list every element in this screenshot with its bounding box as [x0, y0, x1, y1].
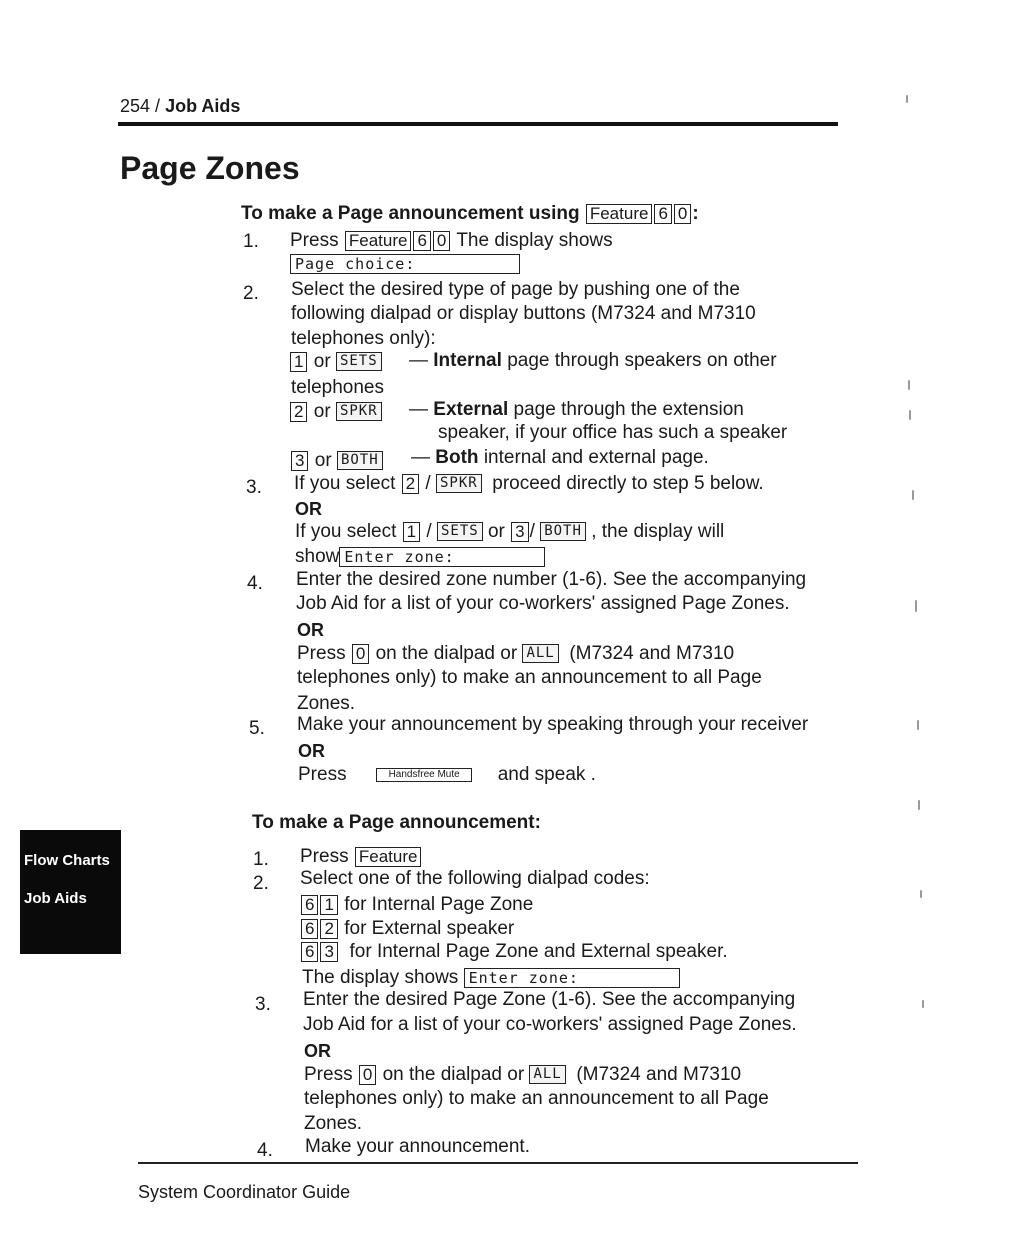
- key-1: 1: [320, 895, 337, 915]
- s2-step1-num: 1.: [253, 849, 269, 870]
- page-title: Page Zones: [120, 150, 300, 186]
- option-both: 3 or BOTH: [290, 449, 383, 473]
- key-0: 0: [433, 231, 450, 251]
- or-label: OR: [297, 620, 324, 640]
- scan-speck: [915, 600, 917, 612]
- key-6: 6: [301, 942, 318, 962]
- s1-step3-line3: show Enter zone:: [295, 545, 545, 569]
- s1-step1-text: Press Feature 6 0 The display shows: [290, 230, 613, 251]
- s1-step2-line1: Select the desired type of page by pushing one of the: [291, 279, 740, 300]
- section-tab: [20, 830, 121, 954]
- all-display-key: ALL: [529, 1065, 565, 1084]
- section1-heading: To make a Page announcement using Feature 6 0 :: [241, 203, 699, 224]
- running-header: [120, 96, 240, 117]
- s1-step4-line5: Zones.: [297, 693, 356, 714]
- key-3: 3: [511, 522, 528, 542]
- s1-step5-num: 5.: [249, 718, 265, 739]
- code-internal: 6 1 for Internal Page Zone: [300, 893, 533, 917]
- feature-key: Feature: [345, 231, 412, 251]
- s1-step2-line2: following dialpad or display buttons (M7324 and M7310: [291, 303, 756, 324]
- footer-title: System Coordinator Guide: [138, 1182, 351, 1202]
- s2-step3-num: 3.: [255, 994, 271, 1015]
- scan-speck: [918, 800, 920, 810]
- display-readout: Enter zone:: [464, 968, 680, 988]
- s2-step3-line1: Enter the desired Page Zone (1-6). See the accompanying: [303, 989, 796, 1010]
- key-2: 2: [320, 919, 337, 939]
- spkr-display-key: SPKR: [436, 474, 482, 493]
- feature-key: Feature: [355, 847, 422, 867]
- s1-step3-num: 3.: [246, 477, 262, 498]
- scan-speck: [906, 95, 908, 103]
- s1-step4-line4: telephones only) to make an announcement to all Page: [297, 667, 762, 688]
- key-0: 0: [674, 204, 691, 224]
- footer-rule: [138, 1162, 858, 1164]
- all-display-key: ALL: [522, 644, 558, 663]
- s2-display-line: The display shows Enter zone:: [302, 966, 680, 990]
- header-rule: [118, 122, 838, 126]
- key-6: 6: [301, 919, 318, 939]
- tab-job-aids: Job Aids: [24, 890, 87, 907]
- key-6: 6: [413, 231, 430, 251]
- key-3: 3: [291, 451, 308, 471]
- scan-speck: [917, 720, 919, 730]
- s2-step4-num: 4.: [257, 1140, 273, 1161]
- both-display-key: BOTH: [337, 451, 383, 470]
- s1-step3-line1: If you select 2 / SPKR proceed directly to step 5 below.: [294, 473, 764, 494]
- scan-speck: [909, 410, 911, 420]
- s1-step4-line3: Press 0 on the dialpad or ALL (M7324 and M7310: [297, 643, 735, 664]
- handsfree-key: Handsfree Mute: [376, 768, 472, 782]
- display-readout: Page choice:: [290, 254, 520, 274]
- sets-display-key: SETS: [437, 522, 483, 541]
- key-0: 0: [352, 644, 369, 664]
- spkr-display-key: SPKR: [336, 402, 382, 421]
- option-external-desc2: speaker, if your office has such a speaker: [438, 422, 788, 443]
- s2-step3-line2: Job Aid for a list of your co-workers' assigned Page Zones.: [303, 1014, 797, 1035]
- header-section: Job Aids: [165, 96, 241, 116]
- key-2: 2: [402, 474, 419, 494]
- page-number: 254 /: [120, 96, 161, 116]
- s1-step4-line1: Enter the desired zone number (1-6). See the accompanying: [296, 569, 807, 590]
- display-readout: Enter zone:: [339, 547, 545, 567]
- both-display-key: BOTH: [540, 522, 586, 541]
- scan-speck: [908, 380, 910, 390]
- s2-step2-num: 2.: [253, 873, 269, 894]
- option-both-desc: — Both internal and external page.: [411, 447, 709, 468]
- sets-display-key: SETS: [336, 352, 382, 371]
- or-label: OR: [298, 741, 325, 761]
- option-internal: 1 or SETS: [289, 350, 382, 374]
- s2-step3-line5: Zones.: [304, 1113, 363, 1134]
- s1-step2-num: 2.: [243, 283, 259, 304]
- feature-key: Feature: [586, 204, 653, 224]
- s1-step4-line2: Job Aid for a list of your co-workers' assigned Page Zones.: [296, 593, 790, 614]
- or-label: OR: [304, 1041, 331, 1061]
- s2-step4-line: Make your announcement.: [305, 1136, 530, 1157]
- option-internal-desc: — Internal page through speakers on other: [409, 350, 777, 371]
- key-1: 1: [403, 522, 420, 542]
- or-label: OR: [295, 499, 322, 519]
- scan-speck: [920, 890, 922, 898]
- option-external-desc: — External page through the extension: [409, 399, 744, 420]
- key-3: 3: [320, 942, 337, 962]
- option-external: 2 or SPKR: [289, 400, 382, 424]
- s1-step4-num: 4.: [247, 573, 263, 594]
- s1-step5-line1: Make your announcement by speaking through your receiver: [297, 714, 809, 735]
- key-6: 6: [654, 204, 671, 224]
- s1-step5-line2: Press Handsfree Mute and speak .: [298, 764, 596, 785]
- s1-step2-line3: telephones only):: [291, 328, 436, 349]
- scan-speck: [912, 490, 914, 500]
- section2-heading: To make a Page announcement:: [252, 812, 541, 833]
- code-external: 6 2 for External speaker: [300, 917, 514, 941]
- option-internal-desc2: telephones: [291, 377, 384, 398]
- scan-speck: [922, 1000, 924, 1008]
- s2-step1-text: Press Feature: [300, 845, 422, 869]
- key-2: 2: [290, 402, 307, 422]
- code-both: 6 3 for Internal Page Zone and External speaker.: [300, 940, 728, 964]
- s2-step3-line4: telephones only) to make an announcement to all Page: [304, 1088, 769, 1109]
- tab-flow-charts: Flow Charts: [24, 852, 110, 869]
- s1-step1-num: 1.: [243, 231, 259, 252]
- s2-step2-line: Select one of the following dialpad codes:: [300, 868, 650, 889]
- s1-step3-line2: If you select 1 / SETS or 3 / BOTH , the display will: [295, 521, 725, 542]
- key-0: 0: [359, 1065, 376, 1085]
- s2-step3-line3: Press 0 on the dialpad or ALL (M7324 and M7310: [304, 1064, 742, 1085]
- key-1: 1: [290, 352, 307, 372]
- key-6: 6: [301, 895, 318, 915]
